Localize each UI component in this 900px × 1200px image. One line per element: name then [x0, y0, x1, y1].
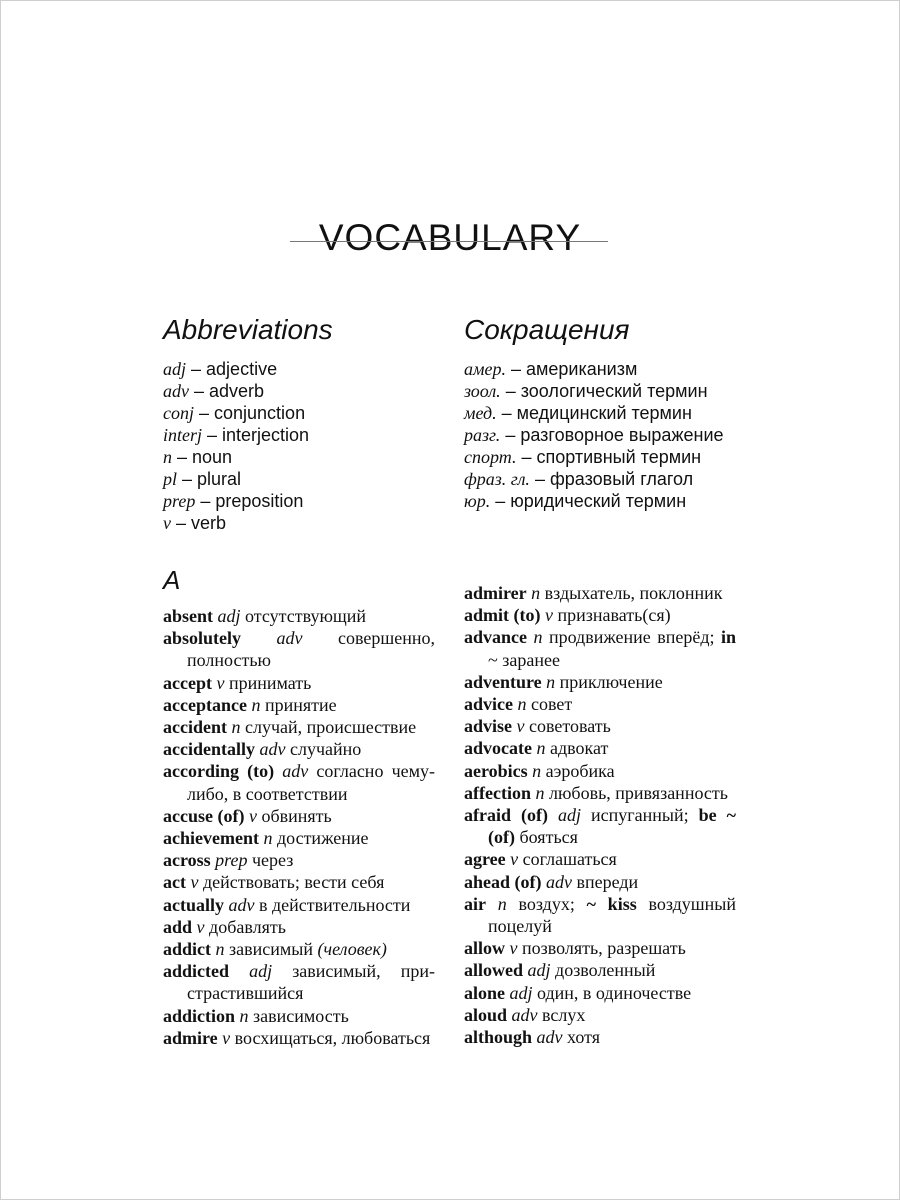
- vocabulary-entry: [163, 716, 435, 738]
- headword: allowed: [464, 960, 524, 981]
- abbreviation-item: [163, 468, 309, 490]
- vocabulary-column-right: [464, 582, 736, 1048]
- usage-note: (человек): [317, 939, 387, 960]
- translation: достижение: [276, 828, 369, 849]
- vocabulary-entry: [464, 760, 736, 782]
- vocabulary-entry: [464, 982, 736, 1004]
- vocabulary-entry: [163, 627, 435, 671]
- part-of-speech: n: [239, 1005, 249, 1026]
- abbreviation-dash: –: [195, 491, 216, 511]
- phrase-translation: бояться: [519, 827, 578, 848]
- vocabulary-entry: [163, 1005, 435, 1027]
- headword: admirer: [464, 583, 527, 603]
- abbreviation-item: [163, 512, 309, 534]
- abbreviation-dash: –: [186, 359, 207, 379]
- part-of-speech: v: [510, 849, 519, 870]
- headword: accidentally: [163, 739, 255, 760]
- abbreviation-code: n: [163, 447, 172, 467]
- translation: зависимость: [253, 1005, 349, 1026]
- headword: actually: [163, 894, 224, 915]
- vocabulary-entry: [163, 760, 435, 804]
- headword: air: [464, 893, 486, 914]
- part-of-speech: v: [248, 805, 257, 826]
- headword: advocate: [464, 738, 532, 759]
- vocabulary-entry: [163, 1027, 435, 1049]
- part-of-speech: adj: [557, 805, 581, 826]
- abbreviation-dash: –: [516, 447, 537, 467]
- abbreviation-item: [464, 424, 724, 446]
- translation: добавлять: [209, 916, 286, 937]
- translation: зависимый, пристрастившийся: [187, 961, 435, 1004]
- abbreviation-meaning: медицинский термин: [516, 403, 692, 423]
- headword: adventure: [464, 671, 542, 692]
- abbreviation-meaning: conjunction: [214, 403, 306, 423]
- vocabulary-entry: [163, 805, 435, 827]
- abbreviations-heading: Abbreviations: [163, 314, 333, 345]
- vocabulary-entry: [464, 804, 736, 848]
- abbreviation-meaning: plural: [197, 469, 242, 489]
- abbreviation-meaning: adverb: [209, 381, 265, 401]
- abbreviation-item: [163, 446, 309, 468]
- headword: addicted: [163, 961, 230, 982]
- translation: приключение: [559, 671, 663, 692]
- part-of-speech: n: [535, 782, 545, 803]
- abbreviation-item: [163, 358, 309, 380]
- vocabulary-entry: [464, 737, 736, 759]
- abbreviation-code: v: [163, 513, 171, 533]
- abbreviation-item: [464, 446, 724, 468]
- part-of-speech: adj: [527, 960, 551, 981]
- vocabulary-entry: [464, 693, 736, 715]
- vocabulary-entry: [163, 827, 435, 849]
- part-of-speech: adj: [217, 606, 241, 626]
- vocabulary-entry: [464, 937, 736, 959]
- abbreviations-list: [163, 358, 309, 534]
- abbreviation-meaning: американизм: [526, 359, 638, 379]
- vocabulary-entry: [464, 1004, 736, 1026]
- vocabulary-entry: [163, 960, 435, 1004]
- headword: achievement: [163, 828, 259, 849]
- vocabulary-entry: [163, 849, 435, 871]
- abbreviation-item: [464, 490, 724, 512]
- headword: absolutely: [163, 628, 242, 649]
- abbreviation-code: adj: [163, 359, 187, 379]
- phrase: in: [721, 627, 737, 648]
- headword: across: [163, 850, 211, 871]
- translation: действовать; вести себя: [202, 872, 385, 893]
- vocabulary-entry: [464, 871, 736, 893]
- abbreviation-dash: –: [172, 447, 193, 467]
- vocabulary-entry: [464, 715, 736, 737]
- translation: соглашаться: [522, 849, 617, 870]
- phrase: be ~ (of): [488, 805, 736, 848]
- abbreviation-item: [163, 424, 309, 446]
- translation: вздыхатель, поклонник: [544, 583, 723, 603]
- abbreviation-meaning: спортивный термин: [536, 447, 702, 467]
- translation: в действительности: [259, 894, 411, 915]
- abbreviation-code: pl: [163, 469, 178, 489]
- abbreviation-meaning: разговорное выражение: [520, 425, 724, 445]
- abbreviation-item: [464, 380, 724, 402]
- vocabulary-entry: [464, 848, 736, 870]
- phrase-translation: воздушный поцелуй: [488, 893, 737, 937]
- vocabulary-entry: [464, 604, 736, 626]
- part-of-speech: n: [251, 694, 261, 715]
- part-of-speech: adj: [509, 982, 533, 1003]
- vocabulary-entry: [163, 672, 435, 694]
- abbreviation-code: фраз. гл.: [464, 469, 530, 489]
- vocabulary-entry: [464, 671, 736, 693]
- translation: через: [252, 850, 294, 871]
- part-of-speech: adv: [259, 739, 286, 760]
- translation: продвижение вперёд;: [548, 627, 715, 648]
- part-of-speech: adv: [228, 894, 255, 915]
- translation: вслух: [542, 1004, 586, 1025]
- vocabulary-entry: [464, 626, 736, 670]
- abbreviation-code: adv: [163, 381, 189, 401]
- abbreviation-dash: –: [505, 359, 526, 379]
- vocabulary-entry: [464, 582, 736, 604]
- abbreviation-item: [163, 490, 309, 512]
- part-of-speech: n: [533, 627, 543, 648]
- translation: впереди: [576, 871, 639, 892]
- translation: совершенно, полностью: [187, 628, 436, 671]
- translation: зависимый: [229, 939, 313, 960]
- abbreviation-code: conj: [163, 403, 194, 423]
- vocabulary-entry: [464, 782, 736, 804]
- abbreviation-dash: –: [496, 403, 517, 423]
- abbreviation-dash: –: [500, 425, 521, 445]
- translation: позволять, разрешать: [522, 938, 686, 959]
- headword: addiction: [163, 1005, 236, 1026]
- vocabulary-entry: [163, 894, 435, 916]
- vocabulary-entry: [464, 1026, 736, 1048]
- part-of-speech: n: [263, 828, 273, 849]
- vocabulary-column-left: [163, 605, 435, 1049]
- part-of-speech: adv: [276, 628, 303, 649]
- title-divider: [290, 241, 608, 242]
- abbreviation-code: разг.: [464, 425, 501, 445]
- part-of-speech: adv: [282, 761, 309, 782]
- abbreviation-meaning: noun: [192, 447, 233, 467]
- abbreviation-dash: –: [171, 513, 192, 533]
- abbreviation-meaning: adjective: [206, 359, 278, 379]
- headword: alone: [464, 982, 506, 1003]
- translation: случайно: [290, 739, 362, 760]
- headword: absent: [163, 606, 214, 626]
- abbreviation-item: [464, 468, 724, 490]
- translation: испуганный;: [591, 805, 689, 826]
- abbreviation-code: юр.: [464, 491, 491, 511]
- vocabulary-entry: [163, 938, 435, 960]
- vocabulary-entry: [163, 871, 435, 893]
- part-of-speech: n: [215, 939, 225, 960]
- part-of-speech: v: [216, 672, 225, 693]
- part-of-speech: v: [222, 1027, 231, 1048]
- abbreviation-meaning: preposition: [215, 491, 304, 511]
- headword: admit (to): [464, 605, 541, 626]
- vocabulary-entry: [163, 605, 435, 627]
- headword: advise: [464, 716, 513, 737]
- section-letter: A: [163, 565, 181, 595]
- vocabulary-entry: [464, 893, 736, 937]
- headword: ahead (of): [464, 871, 542, 892]
- headword: act: [163, 872, 186, 893]
- translation: обвинять: [261, 805, 332, 826]
- abbreviation-dash: –: [529, 469, 550, 489]
- translation: любовь, привязанность: [548, 782, 728, 803]
- vocabulary-entry: [464, 959, 736, 981]
- vocabulary-entry: [163, 738, 435, 760]
- headword: aerobics: [464, 760, 528, 781]
- headword: add: [163, 916, 193, 937]
- part-of-speech: n: [517, 694, 527, 715]
- headword: advance: [464, 627, 527, 648]
- headword: accuse (of): [163, 805, 245, 826]
- translation: воздух;: [518, 893, 575, 914]
- headword: although: [464, 1027, 533, 1048]
- translation: дозволенный: [555, 960, 656, 981]
- translation: хотя: [567, 1027, 601, 1048]
- translation: принимать: [228, 672, 312, 693]
- part-of-speech: v: [516, 716, 525, 737]
- headword: agree: [464, 849, 506, 870]
- abbreviation-item: [163, 402, 309, 424]
- abbreviation-dash: –: [202, 425, 223, 445]
- part-of-speech: n: [497, 893, 507, 914]
- abbreviation-meaning: юридический термин: [510, 491, 687, 511]
- abbreviation-dash: –: [194, 403, 215, 423]
- translation: принятие: [264, 694, 337, 715]
- vocabulary-entry: [163, 694, 435, 716]
- sokrashcheniya-heading: Сокращения: [464, 314, 630, 345]
- headword: accept: [163, 672, 212, 693]
- abbreviation-dash: –: [490, 491, 511, 511]
- headword: according (to): [163, 761, 275, 782]
- phrase-translation: ~ заранее: [488, 649, 560, 670]
- part-of-speech: adv: [546, 871, 572, 892]
- translation: советовать: [529, 716, 611, 737]
- translation: адвокат: [549, 738, 609, 759]
- part-of-speech: v: [196, 916, 205, 937]
- phrase: ~ kiss: [586, 893, 637, 914]
- headword: afraid (of): [464, 805, 548, 826]
- translation: отсутствующий: [245, 606, 367, 626]
- abbreviation-code: interj: [163, 425, 202, 445]
- abbreviation-item: [464, 358, 724, 380]
- page-title: VOCABULARY: [318, 216, 582, 258]
- headword: aloud: [464, 1004, 508, 1025]
- part-of-speech: v: [544, 605, 553, 626]
- part-of-speech: n: [546, 671, 556, 692]
- part-of-speech: n: [531, 583, 541, 603]
- headword: acceptance: [163, 694, 247, 715]
- part-of-speech: v: [509, 938, 518, 959]
- translation: восхищаться, любоваться: [234, 1027, 431, 1048]
- abbreviation-item: [163, 380, 309, 402]
- part-of-speech: n: [532, 760, 542, 781]
- headword: advice: [464, 694, 513, 715]
- part-of-speech: adv: [511, 1004, 538, 1025]
- headword: admire: [163, 1027, 218, 1048]
- part-of-speech: prep: [215, 850, 248, 871]
- translation: совет: [531, 694, 573, 715]
- translation: случай, происшествие: [244, 717, 417, 738]
- translation: аэробика: [545, 760, 615, 781]
- abbreviation-code: спорт.: [464, 447, 517, 467]
- part-of-speech: n: [536, 738, 546, 759]
- headword: affection: [464, 782, 531, 803]
- translation: один, в одиночестве: [537, 982, 692, 1003]
- part-of-speech: n: [231, 717, 241, 738]
- headword: allow: [464, 938, 506, 959]
- abbreviation-meaning: фразовый глагол: [549, 469, 694, 489]
- translation: согласно чему-либо, в соответствии: [187, 761, 436, 804]
- abbreviation-item: [464, 402, 724, 424]
- translation: признавать(ся): [557, 605, 671, 626]
- abbreviation-meaning: verb: [191, 513, 227, 533]
- abbreviation-dash: –: [177, 469, 198, 489]
- abbreviation-meaning: interjection: [222, 425, 310, 445]
- abbreviation-meaning: зоологический термин: [520, 381, 708, 401]
- sokrashcheniya-list: [464, 358, 724, 512]
- abbreviation-code: мед.: [464, 403, 497, 423]
- abbreviation-code: prep: [163, 491, 196, 511]
- part-of-speech: v: [190, 872, 199, 893]
- headword: accident: [163, 717, 227, 738]
- abbreviation-dash: –: [500, 381, 521, 401]
- abbreviation-dash: –: [189, 381, 210, 401]
- vocabulary-entry: [163, 916, 435, 938]
- part-of-speech: adv: [536, 1027, 563, 1048]
- abbreviation-code: амер.: [464, 359, 506, 379]
- abbreviation-code: зоол.: [464, 381, 501, 401]
- headword: addict: [163, 939, 212, 960]
- part-of-speech: adj: [249, 961, 273, 982]
